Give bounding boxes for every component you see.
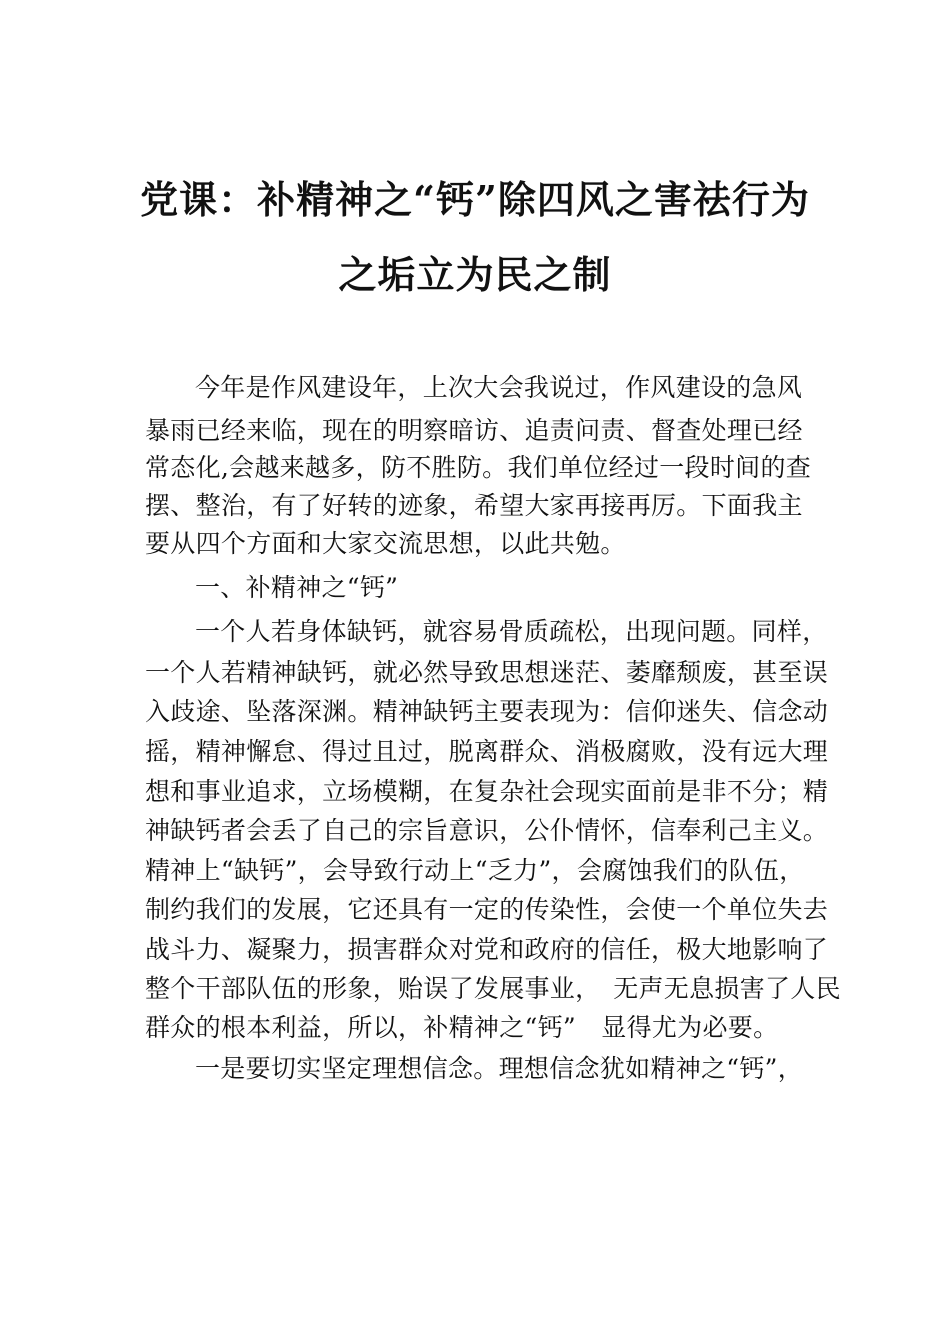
paragraph-line: 要从四个方面和大家交流思想，以此共勉。 [145, 529, 626, 558]
paragraph-line: 群众的根本利益，所以，补精神之“钙” 显得尤为必要。 [145, 1013, 779, 1042]
paragraph-line: 摆、整治，有了好转的迹象，希望大家再接再厉。下面我主 [145, 491, 803, 520]
section-heading: 一、补精神之“钙” [195, 573, 399, 602]
paragraph-line: 一个人若身体缺钙，就容易骨质疏松，出现问题。同样， [195, 617, 828, 646]
paragraph-line: 常态化,会越来越多，防不胜防。我们单位经过一段时间的查 [145, 453, 812, 482]
paragraph-line: 精神上“缺钙”，会导致行动上“乏力”，会腐蚀我们的队伍， [145, 856, 805, 885]
document-title-line-2: 之垢立为民之制 [338, 252, 612, 297]
paragraph-line: 想和事业追求，立场模糊，在复杂社会现实面前是非不分；精 [145, 777, 829, 806]
paragraph-line: 暴雨已经来临，现在的明察暗访、追责问责、督查处理已经 [145, 416, 803, 445]
paragraph-line: 整个干部队伍的形象，贻误了发展事业， 无声无息损害了人民 [145, 974, 841, 1003]
document-title-line-1: 党课：补精神之“钙”除四风之害祛行为 [140, 177, 810, 222]
paragraph-line: 制约我们的发展，它还具有一定的传染性，会使一个单位失去 [145, 895, 829, 924]
paragraph-line: 入歧途、坠落深渊。精神缺钙主要表现为：信仰迷失、信念动 [145, 697, 829, 726]
paragraph-line: 今年是作风建设年，上次大会我说过，作风建设的急风 [195, 373, 803, 402]
paragraph-line: 摇，精神懈怠、得过且过，脱离群众、消极腐败，没有远大理 [145, 737, 829, 766]
paragraph-line: 一个人若精神缺钙，就必然导致思想迷茫、萎靡颓废，甚至误 [145, 658, 829, 687]
paragraph-line: 神缺钙者会丢了自己的宗旨意识，公仆情怀，信奉利己主义。 [145, 816, 829, 845]
paragraph-line: 战斗力、凝聚力，损害群众对党和政府的信任，极大地影响了 [145, 935, 829, 964]
paragraph-line: 一是要切实坚定理想信念。理想信念犹如精神之“钙”， [195, 1054, 804, 1083]
